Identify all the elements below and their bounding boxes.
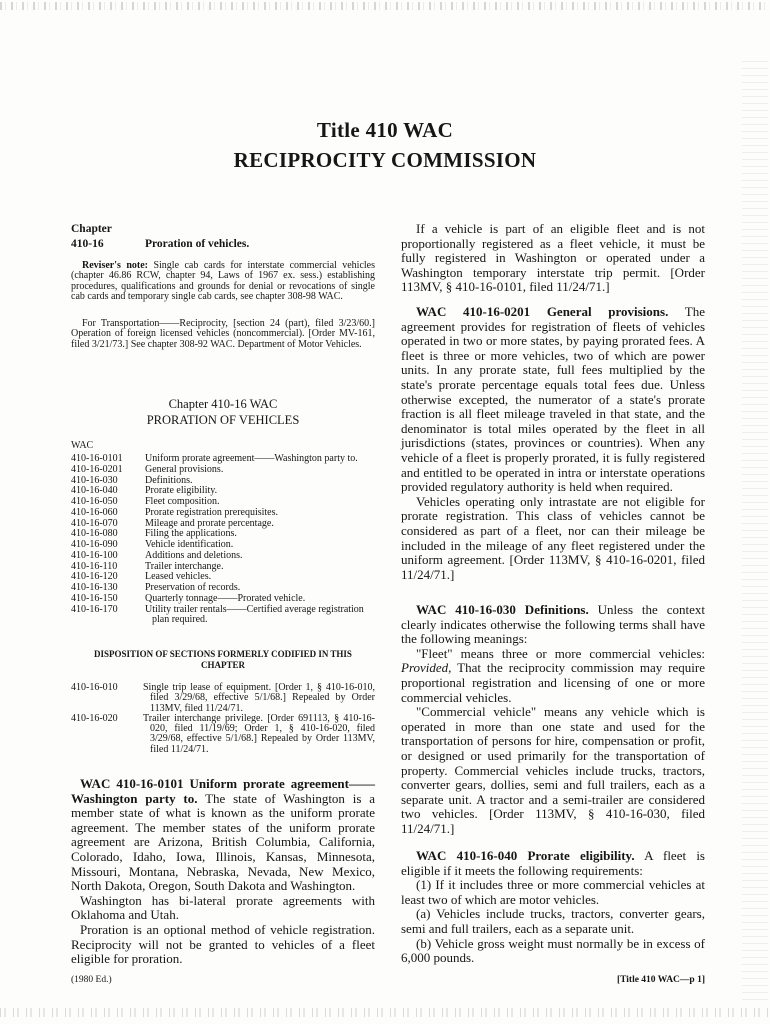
section-paragraph: If a vehicle is part of an eligible fleet and is not proportionally registered as a fleet vehicle, it must be fully registered in Washington or operated under a Washington temporary interstate trip permit. [Order 113MV, § 410-16-0101, filed 11/24/71.] (401, 221, 705, 295)
toc-title: Filing the applications. (145, 528, 237, 540)
toc-number: 410-16-070 (71, 517, 118, 529)
table-of-contents (71, 454, 375, 626)
revisers-note-label: Reviser's note: (82, 260, 148, 271)
toc-row (71, 594, 375, 605)
list-item: (a) Vehicles include trucks, tractors, converter gears, semi and full trailers, each as a separate unit. (401, 906, 705, 936)
list-item: (b) Vehicle gross weight must normally be in excess of 6,000 pounds. (401, 935, 705, 966)
disposition-text: Single trip lease of equipment. [Order 1, § 410-16-010, filed 3/29/68, effective 5/1/68.] Repealed by Order 113MV, filed 11/24/71. (143, 682, 375, 714)
definition-fleet-rest: , That the reciprocity commission may require proportional registration and licensing of one or more commercial vehicles. (401, 660, 705, 705)
toc-number: 410-16-110 (71, 560, 118, 572)
toc-number: 410-16-030 (71, 474, 118, 486)
scan-noise-top (0, 2, 770, 10)
section-wac-410-16-0201 (401, 305, 705, 582)
section-wac-410-16-040 (401, 849, 705, 966)
section-heading: WAC 410-16-040 Prorate eligibility. (416, 848, 635, 863)
toc-title: Prorate eligibility. (145, 485, 218, 497)
toc-title: Trailer interchange. (145, 560, 224, 572)
section-text: Unless the context clearly indicates otherwise the following terms shall have the following meanings: (401, 602, 705, 647)
chapter-heading-line2: PRORATION OF VEHICLES (146, 413, 300, 427)
revisers-note-text: Single cab cards for interstate commercial vehicles (chapter 46.86 RCW, chapter 94, Laws of 1967 ex. sess.) establishing procedures, qualifications and grounds for denial or revocations of single cab cards and temporary single cab cards, see chapter 308-98 WAC. (71, 260, 376, 303)
toc-title: General provisions. (145, 463, 224, 475)
toc-title: Quarterly tonnage——Prorated vehicle. (145, 592, 306, 604)
section-text: A fleet is eligible if it meets the following requirements: (401, 848, 705, 878)
transport-note (71, 319, 375, 350)
toc-number: 410-16-090 (71, 539, 118, 550)
chapter-row (71, 237, 375, 252)
disposition-text: Trailer interchange privilege. [Order 691113, § 410-16-020, filed 11/19/69; Order 1, § 410-16-020, filed 3/29/68, effective 5/1/68.] Repealed by Order 113MV, filed 11/24/71. (143, 712, 375, 755)
toc-title: Uniform prorate agreement——Washington party to. (145, 453, 358, 464)
toc-number: 410-16-050 (71, 496, 118, 507)
section-heading: WAC 410-16-030 Definitions. (416, 602, 589, 617)
footer-page-ref: [Title 410 WAC—p 1] (616, 975, 705, 985)
chapter-label: Chapter (71, 223, 112, 235)
definition-fleet-proviso: Provided (401, 660, 449, 676)
toc-title: Leased vehicles. (145, 571, 212, 583)
disposition-number: 410-16-010 (71, 682, 118, 693)
toc-title: Definitions. (145, 474, 193, 486)
disposition-row (71, 683, 375, 714)
transport-note-text: For Transportation——Reciprocity, [section 24 (part), filed 3/23/60.] Operation of foreign licensed vehicles (noncommercial). [Order MV-161, filed 3/21/73.] See chapter 308-92 WAC. Department of Motor Vehicles. (71, 318, 375, 350)
toc-number: 410-16-130 (71, 582, 118, 593)
disposition-heading: DISPOSITION OF SECTIONS FORMERLY CODIFIED IN THIS CHAPTER (94, 649, 352, 670)
section-heading: WAC 410-16-0101 Uniform prorate agreement——Washington party to. (71, 776, 375, 806)
chapter-number: 410-16 (71, 238, 104, 250)
definition-commercial-vehicle: "Commercial vehicle" means any vehicle which is operated in more than one state and used for the transportation of persons for hire, compensation or profit, or designed or used primarily for the transportation of property. Commercial vehicles include trucks, tractors, converter gears, dollies, semi and full trailers, each as a separate unit. A tractor and a semi-trailer are considered two vehicles. [Order 113MV, § 410-16-030, filed 11/24/71.] (401, 704, 705, 836)
page-title-line1: Title 410 WAC (316, 118, 454, 142)
toc-row (71, 551, 375, 562)
toc-title: Fleet composition. (145, 496, 220, 507)
section-text: The state of Washington is a member state of what is known as the uniform prorate agreement. The member states of the uniform prorate agreement are Arizona, British Columbia, California, Colorado, Idaho, Iowa, Illinois, Kansas, Minnesota, Missouri, Montana, Nebraska, Nevada, New Mexico, North Dakota, Oregon, South Dakota and Washington. (71, 790, 375, 894)
toc-number: 410-16-0101 (71, 453, 123, 464)
list-item: (1) If it includes three or more commercial vehicles at least two of which are motor vehicles. (401, 877, 705, 907)
toc-number: 410-16-120 (71, 571, 118, 583)
toc-number: 410-16-080 (71, 528, 118, 540)
scan-noise-right (742, 60, 768, 1000)
toc-number: 410-16-150 (71, 592, 118, 604)
toc-number: 410-16-0201 (71, 463, 123, 475)
disposition-row (71, 714, 375, 755)
scan-noise-bottom (0, 1008, 770, 1017)
chapter-heading (71, 396, 375, 428)
toc-number: 410-16-170 (71, 603, 118, 615)
revisers-note (71, 261, 375, 303)
section-continued (401, 222, 705, 295)
disposition-list (71, 683, 375, 755)
toc-title: Preservation of records. (145, 582, 241, 593)
section-wac-410-16-0101 (71, 777, 375, 967)
toc-number: 410-16-060 (71, 506, 118, 518)
section-wac-410-16-030 (401, 603, 705, 837)
section-paragraph: Vehicles operating only intrastate are not eligible for prorate registration. This class of vehicles cannot be considered as part of a fleet, nor can their mileage be included in the mileage of any fleet registered under the uniform agreement. [Order 113MV, § 410-16-0201, filed 11/24/71.] (401, 493, 705, 582)
section-text: The agreement provides for registration of fleets of vehicles operated in two or more states, by paying prorated fees. A fleet is three or more vehicles, two of which are power units. In any prorate state, full fees multiplied by the state's prorate percentage equals total fees due. Unless otherwise excepted, the numerator of a state's prorate fraction is all fleet mileage traveled in that state, and the denominator is total miles operated by the fleet in all jurisdictions (states, provinces or countries). When any vehicle of a fleet is properly prorated, it is fully registered and entitled to be operated in intra or interstate operations provided regulatory authority is held when required. (401, 304, 705, 495)
page-title-line2: RECIPROCITY COMMISSION (233, 148, 537, 172)
toc-number: 410-16-100 (71, 549, 118, 561)
toc-number: 410-16-040 (71, 485, 118, 497)
toc-row (71, 605, 375, 627)
section-paragraph: Washington has bi-lateral prorate agreements with Oklahoma and Utah. (71, 892, 375, 923)
chapter-title: Proration of vehicles. (145, 238, 250, 250)
footer-edition: (1980 Ed.) (71, 975, 112, 985)
section-heading: WAC 410-16-0201 General provisions. (416, 304, 669, 319)
toc-title: Prorate registration prerequisites. (145, 506, 279, 518)
definition-fleet: "Fleet" means three or more commercial vehicles: (416, 645, 705, 661)
toc-title: Vehicle identification. (145, 539, 234, 550)
chapter-heading-line1: Chapter 410-16 WAC (168, 397, 278, 411)
section-paragraph: Proration is an optional method of vehicle registration. Reciprocity will not be granted to vehicles of a fleet eligible for proration. (71, 921, 375, 967)
disposition-number: 410-16-020 (71, 712, 118, 724)
toc-row (71, 465, 375, 476)
toc-title: Utility trailer rentals——Certified average registration plan required. (145, 603, 364, 626)
toc-row (71, 508, 375, 519)
toc-label: WAC (71, 440, 94, 451)
toc-title: Mileage and prorate percentage. (145, 517, 274, 529)
toc-title: Additions and deletions. (145, 549, 243, 561)
chapter-block (71, 222, 375, 252)
